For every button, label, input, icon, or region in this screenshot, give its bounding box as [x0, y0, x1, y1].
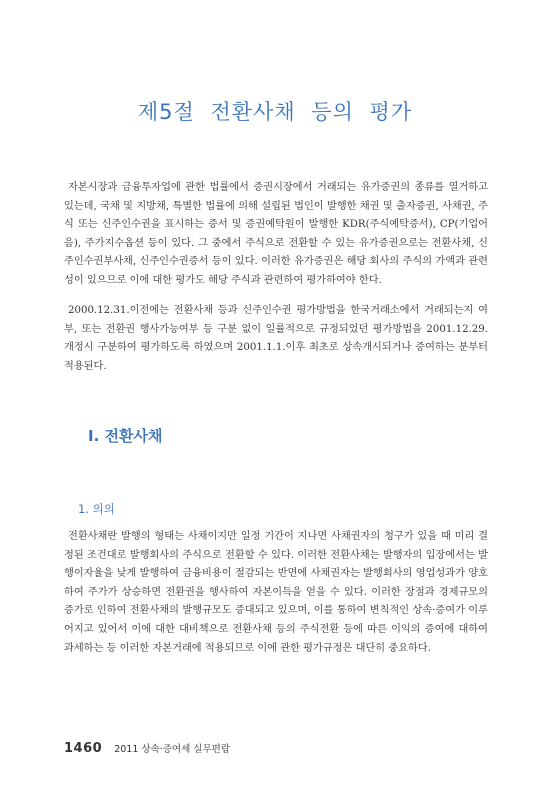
section-heading: Ⅰ. 전환사채: [88, 427, 163, 445]
subsection-heading: 1. 의의: [78, 502, 115, 516]
intro-paragraph-2: 2000.12.31.이전에는 전환사채 등과 신주인수권 평가방법을 한국거래소에서 거래되는지 여부, 또는 전환권 행사가능여부 등 구분 없이 일률적으로 규정되었던 평가방법을 2001.12.29. 개정시 구분하여 평가하도록 하였으며 2001.1.1.이후 최초로 상속개시되거나 증여하는 분부터 적용된다.: [64, 305, 488, 372]
intro-paragraph-1: 자본시장과 금융투자업에 관한 법률에서 증권시장에서 거래되는 유가증권의 종류를 열거하고 있는데, 국채 및 지방채, 특별한 법률에 의해 설립된 법인이 발행한 채권 및 출자증권, 사채권, 주식 또는 신주인수권을 표시하는 증서 및 증권예탁원이 발행한 KDR(주식예탁증서), CP(기업어음), 주가지수옵션 등이 있다. 그 중에서 주식으로 전환할 수 있는 유가증권으로는 전환사채, 신주인수권부사채, 신주인수권증서 등이 있다. 이러한 유가증권은 해당 회사의 주식의 가액과 관련성이 있으므로 이에 대한 평가도 해당 주식과 관련하여 평가하여야 한다.: [64, 182, 488, 286]
page-number: 1460: [64, 741, 103, 756]
book-title: 2011 상속·증여세 실무편람: [114, 744, 231, 755]
chapter-title: 제5절 전환사채 등의 평가: [137, 100, 413, 124]
subsection-paragraph: 전환사채란 발행의 형태는 사채이지만 일정 기간이 지나면 사채권자의 청구가 있을 때 미리 결정된 조건대로 발행회사의 주식으로 전환할 수 있다. 이러한 전환사채는 발행자의 입장에서는 발행이자율을 낮게 발행하여 금융비용이 절감되는 반면에 사채권자는 발행회사의 영업성과가 양호하여 주가가 상승하면 전환권을 행사하여 자본이득을 얻을 수 있다. 이러한 장점과 경제규모의 증가로 인하여 전환사채의 발행규모도 증대되고 있으며, 이를 통하여 변칙적인 상속·증여가 이루어지고 있어서 이에 대한 대비책으로 전환사채 등의 주식전환 등에 따른 이익의 증여에 대하여 과세하는 등 이러한 자본거래에 적용되므로 이에 관한 평가규정은 대단히 중요하다.: [64, 531, 488, 654]
page-footer: [64, 741, 230, 756]
